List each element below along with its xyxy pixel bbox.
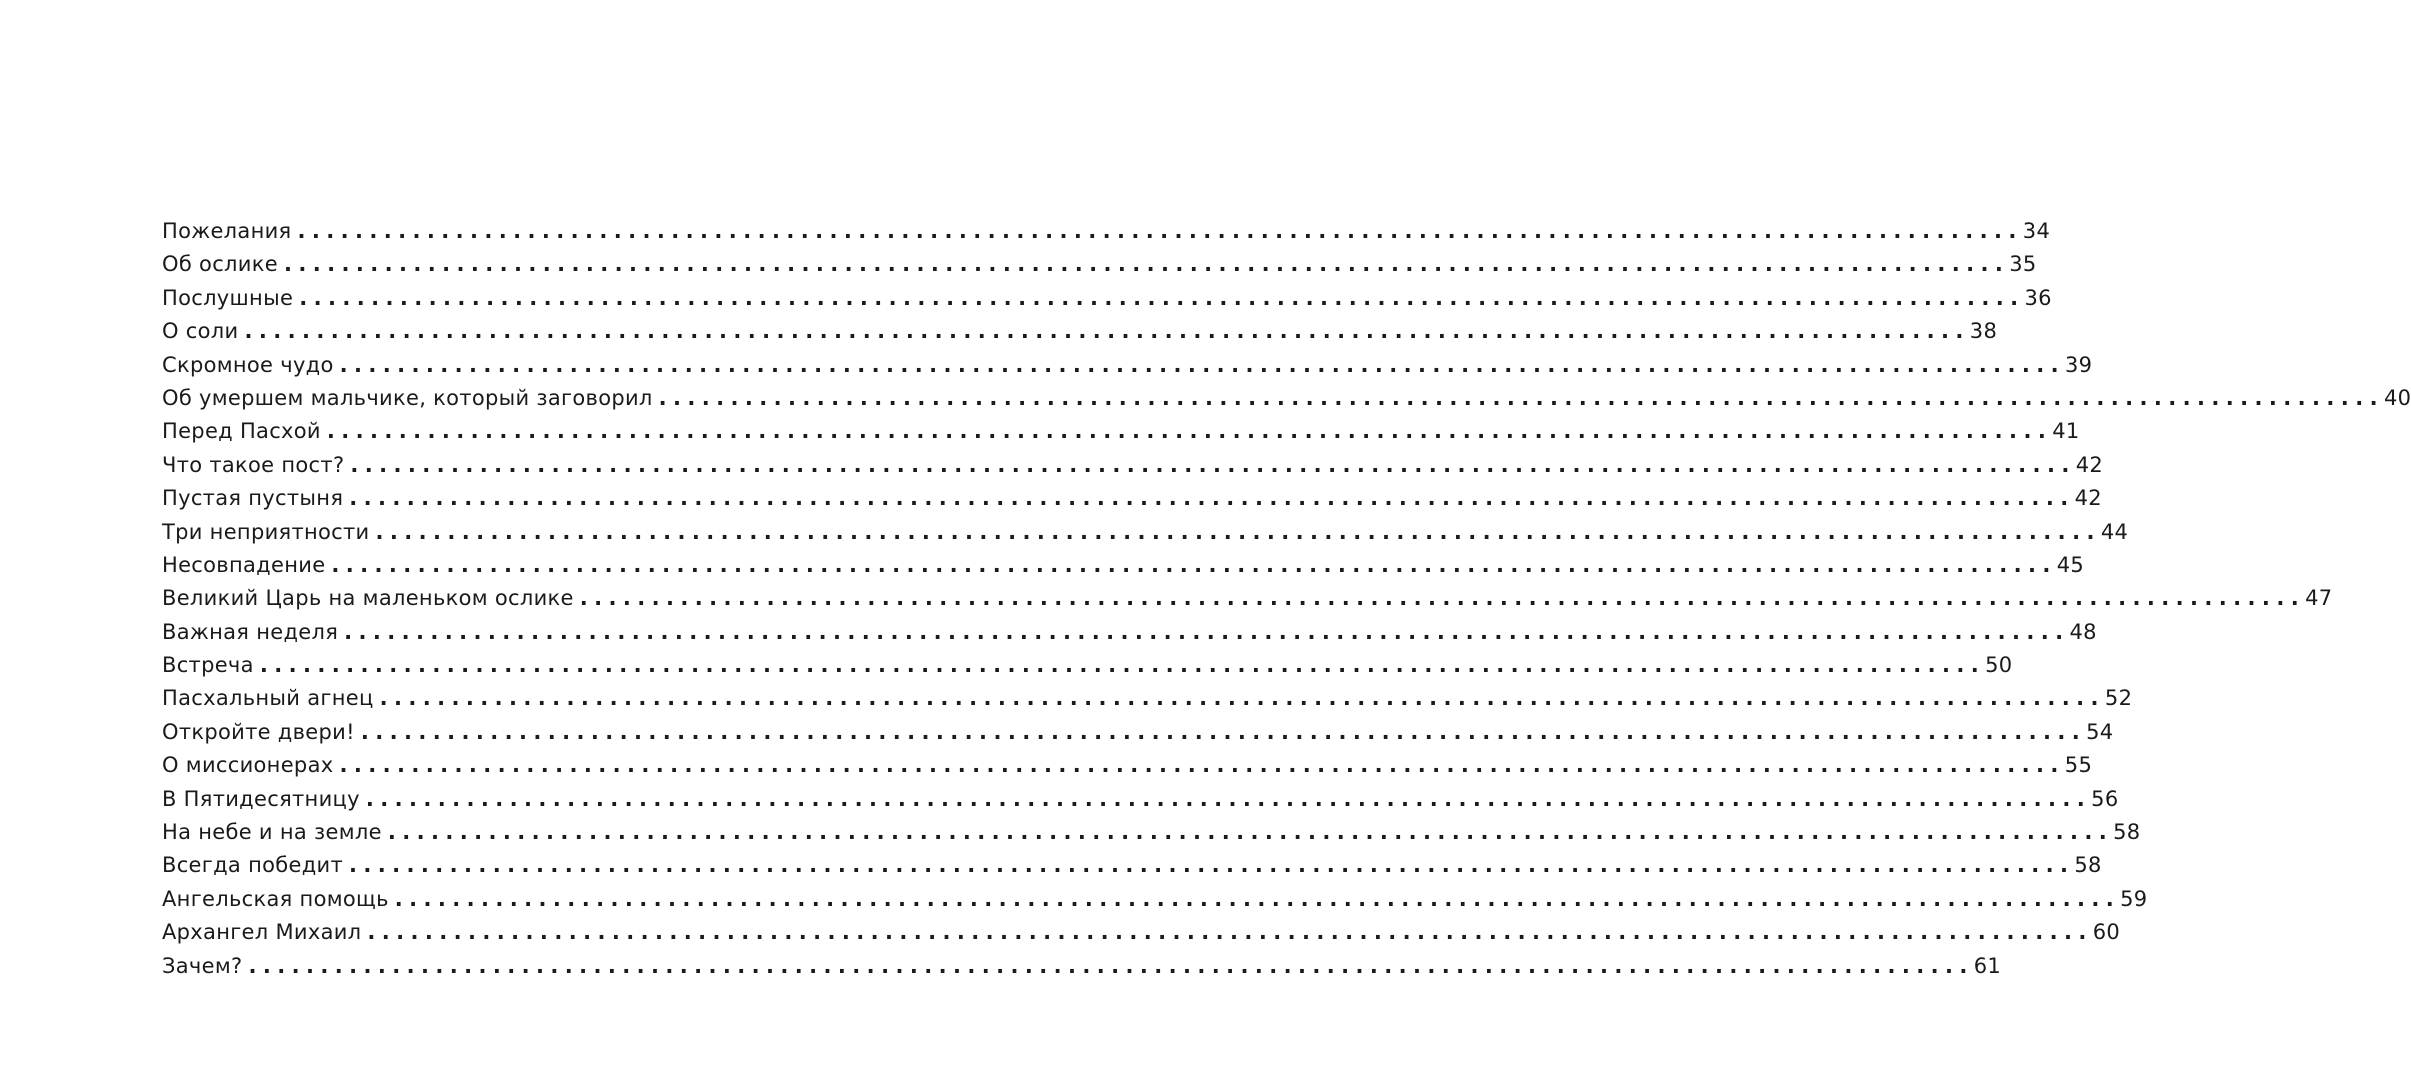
toc-entry-page: 41 [2052, 419, 2080, 444]
toc-entry-page: 58 [2074, 853, 2102, 878]
toc-entry[interactable] [162, 816, 2141, 849]
toc-entry[interactable] [162, 783, 2119, 816]
dot-leader: ........................................................................................................................ [349, 853, 2075, 878]
toc-entry-title: Пожелания [162, 219, 292, 243]
toc-entry[interactable] [162, 315, 1998, 348]
dot-leader: ........................................................................................................................ [297, 219, 2023, 243]
toc-entry[interactable] [162, 916, 2121, 949]
toc-entry-title: Всегда победит [162, 853, 344, 878]
toc-entry-title: Откройте двери! [162, 719, 355, 744]
toc-entry-title: На небе и на земле [162, 820, 382, 845]
dot-leader: ........................................................................................................................ [244, 319, 1970, 344]
toc-entry-page: 48 [2069, 619, 2097, 644]
toc-entry-page: 61 [1973, 953, 2002, 978]
dot-leader: ........................................................................................................................ [379, 686, 2105, 711]
toc-entry-page: 42 [2075, 452, 2104, 477]
toc-entry[interactable] [162, 716, 2114, 749]
toc-entry-page: 50 [1985, 653, 2013, 678]
toc-entry-page: 34 [2022, 219, 2051, 243]
toc-entry-page: 60 [2092, 920, 2121, 945]
dot-leader: ........................................................................................................................ [375, 519, 2101, 544]
toc-entry-page: 47 [2305, 586, 2333, 611]
toc-entry-page: 59 [2120, 886, 2148, 911]
dot-leader: ........................................................................................................................ [259, 653, 1986, 678]
toc-entry-title: Послушные [162, 285, 294, 310]
toc-entry-title: Великий Царь на маленьком ослике [162, 586, 574, 611]
toc-entry-page: 56 [2091, 786, 2119, 811]
dot-leader: ........................................................................................................................ [339, 352, 2065, 377]
toc-entry[interactable] [162, 616, 2097, 649]
toc-entry[interactable] [162, 248, 2037, 281]
toc-entry-title: Важная неделя [162, 619, 339, 644]
toc-entry[interactable] [162, 449, 2104, 482]
toc-entry-title: Об умершем мальчике, который заговорил [162, 385, 653, 410]
dot-leader: ........................................................................................................................ [349, 486, 2075, 511]
toc-entry-title: Архангел Михаил [162, 920, 362, 945]
dot-leader: ........................................................................................................................ [331, 552, 2057, 577]
table-of-contents [162, 215, 2411, 983]
dot-leader: ........................................................................................................................ [367, 920, 2093, 945]
toc-entry[interactable] [162, 582, 2333, 615]
dot-leader: ........................................................................................................................ [579, 586, 2306, 611]
toc-entry[interactable] [162, 549, 2085, 582]
toc-entry-page: 54 [2086, 719, 2114, 744]
toc-entry-page: 55 [2064, 753, 2093, 778]
toc-entry-title: Об ослике [162, 252, 278, 277]
dot-leader: ........................................................................................................................ [248, 953, 1974, 978]
dot-leader: ........................................................................................................................ [283, 252, 2010, 277]
toc-entry[interactable] [162, 950, 2002, 983]
dot-leader: ........................................................................................................................ [339, 753, 2065, 778]
toc-entry-title: Встреча [162, 653, 254, 678]
dot-leader: ........................................................................................................................ [344, 619, 2070, 644]
toc-entry-title: Скромное чудо [162, 352, 334, 377]
toc-entry[interactable] [162, 649, 2013, 682]
toc-entry[interactable] [162, 215, 2051, 248]
toc-entry-page: 45 [2056, 552, 2085, 577]
toc-entry-title: О миссионерах [162, 753, 334, 778]
toc-entry[interactable] [162, 349, 2093, 382]
dot-leader: ........................................................................................................................ [394, 886, 2121, 911]
toc-entry-title: В Пятидесятницу [162, 786, 360, 811]
toc-entry-title: Зачем? [162, 953, 243, 978]
toc-entry-page: 36 [2024, 285, 2052, 310]
toc-entry-page: 42 [2074, 486, 2102, 511]
toc-entry-title: Несовпадение [162, 552, 326, 577]
dot-leader: ........................................................................................................................ [299, 285, 2025, 310]
toc-entry-title: Что такое пост? [162, 452, 345, 477]
toc-entry-page: 40 [2383, 385, 2411, 410]
toc-entry[interactable] [162, 749, 2093, 782]
toc-entry[interactable] [162, 415, 2080, 448]
toc-entry-title: Ангельская помощь [162, 886, 389, 911]
dot-leader: ........................................................................................................................ [326, 419, 2053, 444]
toc-entry-page: 44 [2100, 519, 2129, 544]
toc-entry[interactable] [162, 682, 2133, 715]
toc-entry-title: Перед Пасхой [162, 419, 321, 444]
dot-leader: ........................................................................................................................ [360, 719, 2087, 744]
toc-entry-title: Пасхальный агнец [162, 686, 374, 711]
toc-entry[interactable] [162, 382, 2411, 415]
toc-entry-page: 38 [1969, 319, 1998, 344]
toc-entry[interactable] [162, 482, 2102, 515]
toc-entry[interactable] [162, 849, 2102, 882]
toc-entry-title: О соли [162, 319, 239, 344]
toc-entry-title: Пустая пустыня [162, 486, 344, 511]
toc-entry-page: 58 [2113, 820, 2141, 845]
dot-leader: ........................................................................................................................ [365, 786, 2092, 811]
dot-leader: ........................................................................................................................ [658, 385, 2384, 410]
dot-leader: ........................................................................................................................ [350, 452, 2076, 477]
toc-entry[interactable] [162, 883, 2148, 916]
dot-leader: ........................................................................................................................ [387, 820, 2114, 845]
toc-entry-page: 35 [2009, 252, 2037, 277]
toc-entry[interactable] [162, 516, 2129, 549]
toc-entry-page: 39 [2064, 352, 2093, 377]
toc-entry-title: Три неприятности [162, 519, 370, 544]
toc-entry[interactable] [162, 282, 2052, 315]
toc-entry-page: 52 [2104, 686, 2133, 711]
